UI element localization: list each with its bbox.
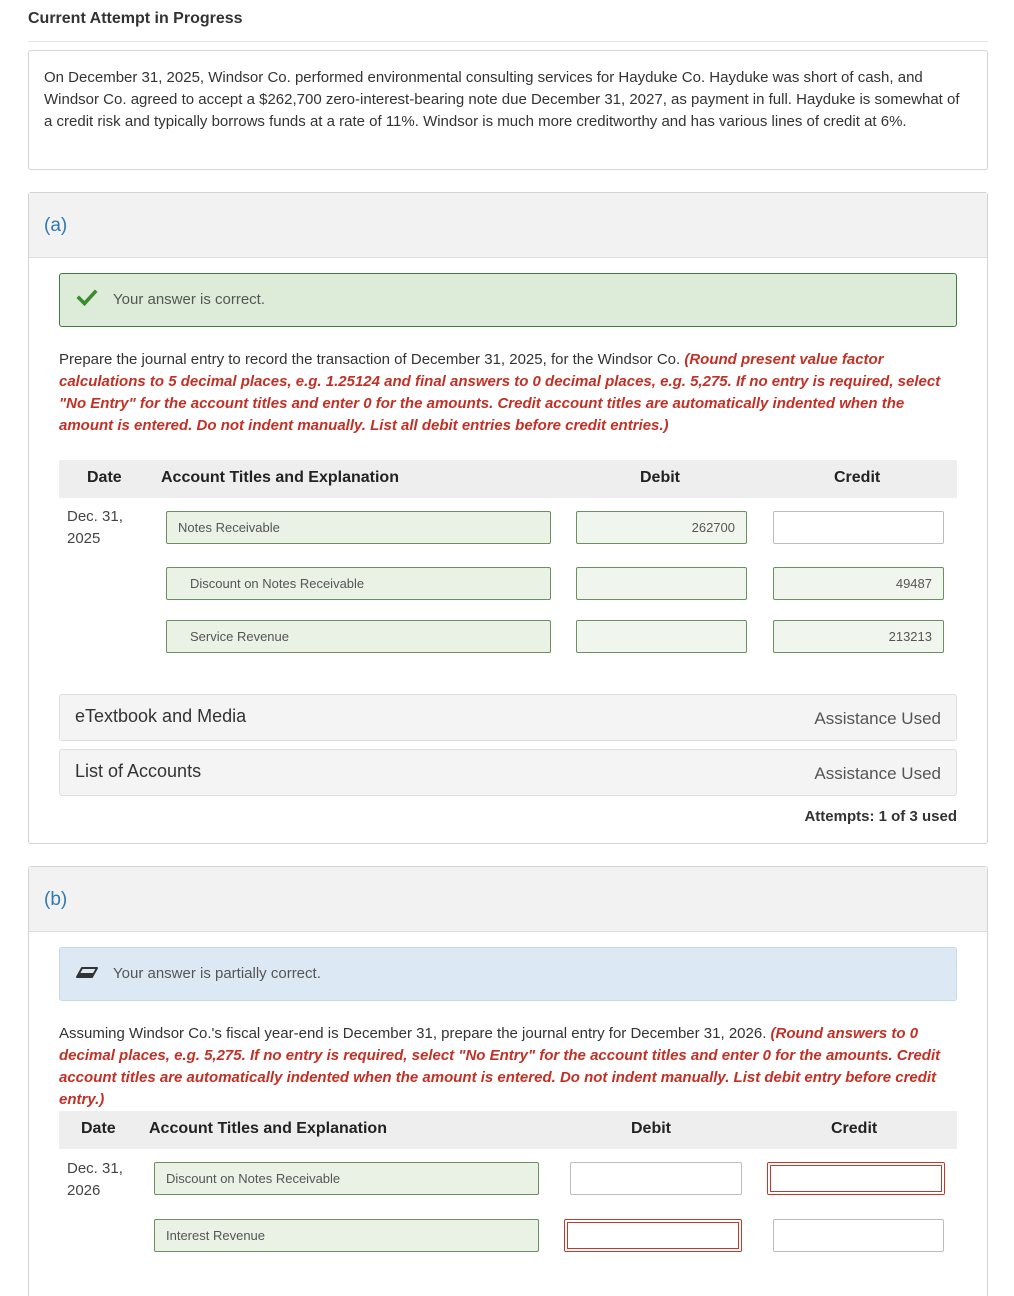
partial-feedback-banner: [59, 947, 957, 1001]
journal-table-header: [59, 460, 957, 498]
etextbook-media-link[interactable]: [59, 694, 957, 741]
part-b-panel: [28, 866, 988, 1296]
account-select-discount-on-notes-receivable[interactable]: Discount on Notes Receivable: [154, 1162, 539, 1195]
feedback-text: Your answer is correct.: [113, 291, 266, 308]
checkmark-icon: [76, 287, 98, 309]
account-select-discount-on-notes-receivable[interactable]: Discount on Notes Receivable: [166, 567, 551, 600]
credit-column-header: Credit: [831, 1120, 878, 1137]
debit-input[interactable]: [576, 567, 747, 600]
instruction-note: (Round answers to 0 decimal places, e.g. 5,275. If no entry is required, select "No Entry" for the account titles and enter 0 for the amounts. Credit account titles are automatically indented when the amount is entered. Do not indent manually. List debit entry before credit entry.): [59, 1025, 941, 1108]
part-a-header: [29, 193, 987, 258]
debit-column-header: Debit: [631, 1120, 671, 1137]
part-a-label: (a): [44, 215, 68, 236]
account-select-notes-receivable[interactable]: Notes Receivable: [166, 511, 551, 544]
etextbook-label: eTextbook and Media: [75, 706, 247, 726]
header-divider: [28, 41, 988, 42]
debit-column-header: Debit: [640, 469, 680, 486]
attempts-counter: Attempts: 1 of 3 used: [804, 808, 957, 825]
credit-input[interactable]: 49487: [773, 567, 944, 600]
account-column-header: Account Titles and Explanation: [161, 469, 399, 486]
credit-input[interactable]: [773, 1219, 944, 1252]
correct-feedback-banner: [59, 273, 957, 327]
problem-statement-box: [28, 50, 988, 170]
eraser-icon: [76, 964, 98, 986]
credit-input[interactable]: 213213: [773, 620, 944, 653]
part-a-panel: [28, 192, 988, 844]
list-of-accounts-label: List of Accounts: [75, 761, 202, 781]
credit-input[interactable]: [773, 511, 944, 544]
instruction-note: (Round present value factor calculations to 5 decimal places, e.g. 1.25124 and final answers to 0 decimal places, e.g. 5,275. If no entry is required, select "No Entry" for the account titles and enter 0 for the amounts. Credit account titles are automatically indented when the amount is entered. Do not indent manually. List all debit entries before credit entries.): [59, 351, 941, 434]
instruction-text: Prepare the journal entry to record the transaction of December 31, 2025, for the Windsor Co.: [59, 351, 685, 368]
date-column-header: Date: [81, 1120, 116, 1137]
journal-table-header: [59, 1111, 957, 1149]
part-a-instructions: [59, 349, 959, 437]
problem-text: On December 31, 2025, Windsor Co. performed environmental consulting services for Hayduke Co. Hayduke was short of cash, and Windsor Co. agreed to accept a $262,700 zero-interest-bearing note due December 31, 2027, as payment in full. Hayduke is somewhat of a credit risk and typically borrows funds at a rate of 11%. Windsor is much more creditworthy and has various lines of credit at 6%.: [44, 69, 960, 130]
entry-date: Dec. 31, 2025: [67, 508, 123, 547]
assistance-used-badge: Assistance Used: [814, 709, 941, 728]
account-select-service-revenue[interactable]: Service Revenue: [166, 620, 551, 653]
debit-input-error[interactable]: [564, 1219, 742, 1252]
credit-column-header: Credit: [834, 469, 881, 486]
account-select-interest-revenue[interactable]: Interest Revenue: [154, 1219, 539, 1252]
debit-input[interactable]: [570, 1162, 742, 1195]
page-title: Current Attempt in Progress: [28, 10, 243, 27]
debit-input[interactable]: [576, 620, 747, 653]
part-b-label: (b): [44, 889, 68, 910]
list-of-accounts-link[interactable]: [59, 749, 957, 796]
date-column-header: Date: [87, 469, 122, 486]
assistance-used-badge: Assistance Used: [814, 764, 941, 783]
credit-input-error[interactable]: [767, 1162, 945, 1195]
feedback-text: Your answer is partially correct.: [113, 965, 321, 982]
debit-input[interactable]: 262700: [576, 511, 747, 544]
account-column-header: Account Titles and Explanation: [149, 1120, 387, 1137]
instruction-text: Assuming Windsor Co.'s fiscal year-end is December 31, prepare the journal entry for December 31, 2026.: [59, 1025, 771, 1042]
part-b-instructions: [59, 1023, 959, 1111]
entry-date: Dec. 31, 2026: [67, 1160, 123, 1199]
part-b-header: [29, 867, 987, 932]
